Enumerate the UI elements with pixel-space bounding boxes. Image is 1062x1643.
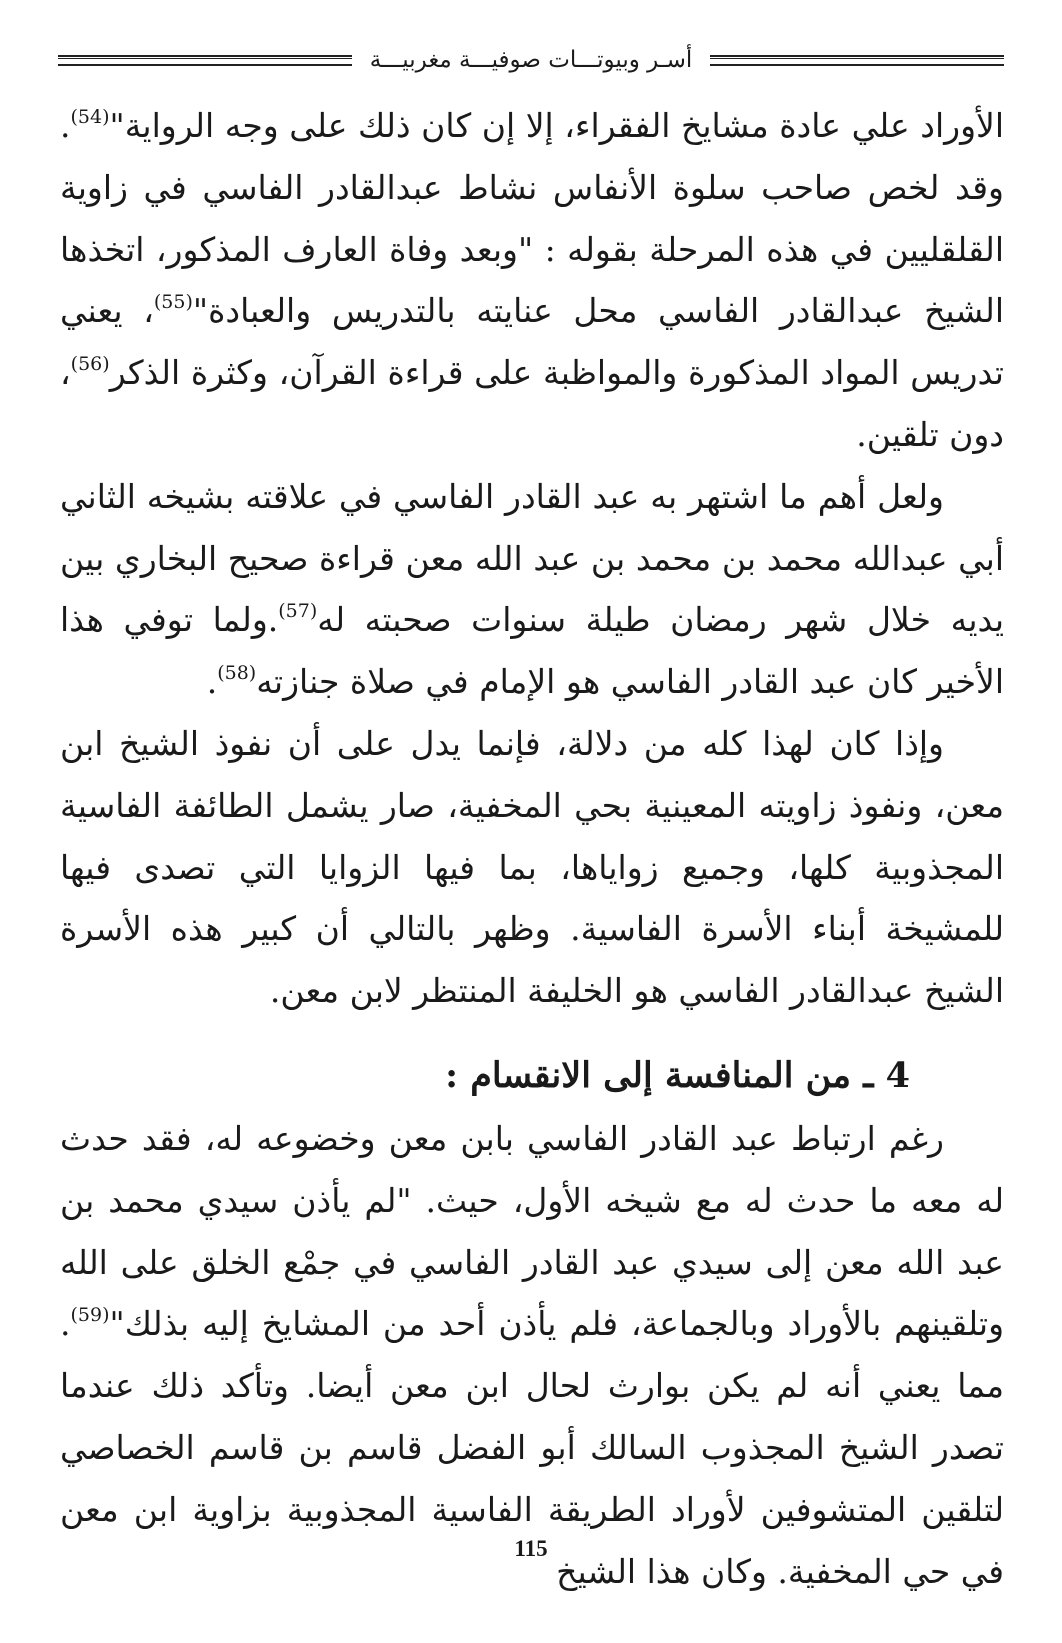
paragraph: [60, 713, 1004, 1022]
header-rule-right: [710, 55, 1004, 66]
paragraph-text: رغم ارتباط عبد القادر الفاسي بابن معن وخضوعه له، فقد حدث له معه ما حدث له مع شيخه الأول، حيث. "لم يأذن سيدي محمد بن عبد الله معن إلى سيدي عبد القادر الفاسي في جمْع الخلق على الله وتلقينهم بالأوراد وبالجماعة، فلم يأذن أحد من المشايخ إليه بذلك": [60, 1118, 1004, 1344]
header-rule-left: [58, 55, 352, 66]
footnote-marker: (56): [70, 353, 110, 376]
running-header-title: أسـر وبيوتـــات صوفيـــة مغربيـــة: [369, 47, 693, 73]
paragraph-text: . مما يعني أنه لم يكن بوارث لحال ابن معن أيضا. وتأكد ذلك عندما تصدر الشيخ المجذوب السالك أبو الفضل قاسم بن قاسم الخصاصي لتلقين المتشوفين لأوراد الطريقة الفاسية المجذوبية بزاوية ابن معن في حي المخفية. وكان هذا الشيخ: [60, 1304, 1004, 1591]
paragraph-text: . وقد لخص صاحب سلوة الأنفاس نشاط عبدالقادر الفاسي في زاوية القلقليين في هذه المرحلة بقوله : "وبعد وفاة العارف المذكور، اتخذها الشيخ عبدالقادر الفاسي محل عنايته بالتدريس والعبادة": [60, 106, 1004, 331]
page-number: 115: [514, 1536, 548, 1561]
paragraph: [60, 95, 1004, 466]
paragraph: [60, 466, 1004, 713]
paragraph-text: وإذا كان لهذا كله من دلالة، فإنما يدل على أن نفوذ الشيخ ابن معن، ونفوذ زاويته المعينية بحي المخفية، صار يشمل الطائفة الفاسية المجذوبية كلها، وجميع زواياها، بما فيها الزوايا التي تصدى فيها للمشيخة أبناء الأسرة الفاسية. وظهر بالتالي أن كبير هذه الأسرة الشيخ عبدالقادر الفاسي هو الخليفة المنتظر لابن معن.: [60, 723, 1004, 1011]
paragraph: [60, 1108, 1004, 1602]
paragraph-text: .: [206, 662, 218, 702]
paragraph-text: ولعل أهم ما اشتهر به عبد القادر الفاسي في علاقته بشيخه الثاني أبي عبدالله محمد بن محمد بن عبد الله معن قراءة صحيح البخاري بين يديه خلال شهر رمضان طيلة سنوات صحبته له: [60, 476, 1005, 640]
paragraph-text: ، دون تلقين.: [60, 353, 1004, 454]
paragraph-text: .ولما توفي هذا الأخير كان عبد القادر الفاسي هو الإمام في صلاة جنازته: [60, 600, 1004, 702]
page-body: [60, 95, 1004, 1602]
footnote-marker: (55): [153, 291, 193, 314]
section-heading: 4 ـ من المنافسة إلى الانقسام :: [445, 1054, 910, 1096]
paragraph-text: ، يعني تدريس المواد المذكورة والمواظبة على قراءة القرآن، وكثرة الذكر: [60, 291, 1004, 393]
footnote-marker: (59): [70, 1304, 110, 1327]
running-header: [58, 40, 1004, 80]
footnote-marker: (57): [278, 600, 318, 623]
paragraph-text: الأوراد علي عادة مشايخ الفقراء، إلا إن كان ذلك على وجه الرواية": [109, 106, 1004, 145]
footnote-marker: (58): [217, 662, 257, 685]
footnote-marker: (54): [70, 106, 110, 128]
